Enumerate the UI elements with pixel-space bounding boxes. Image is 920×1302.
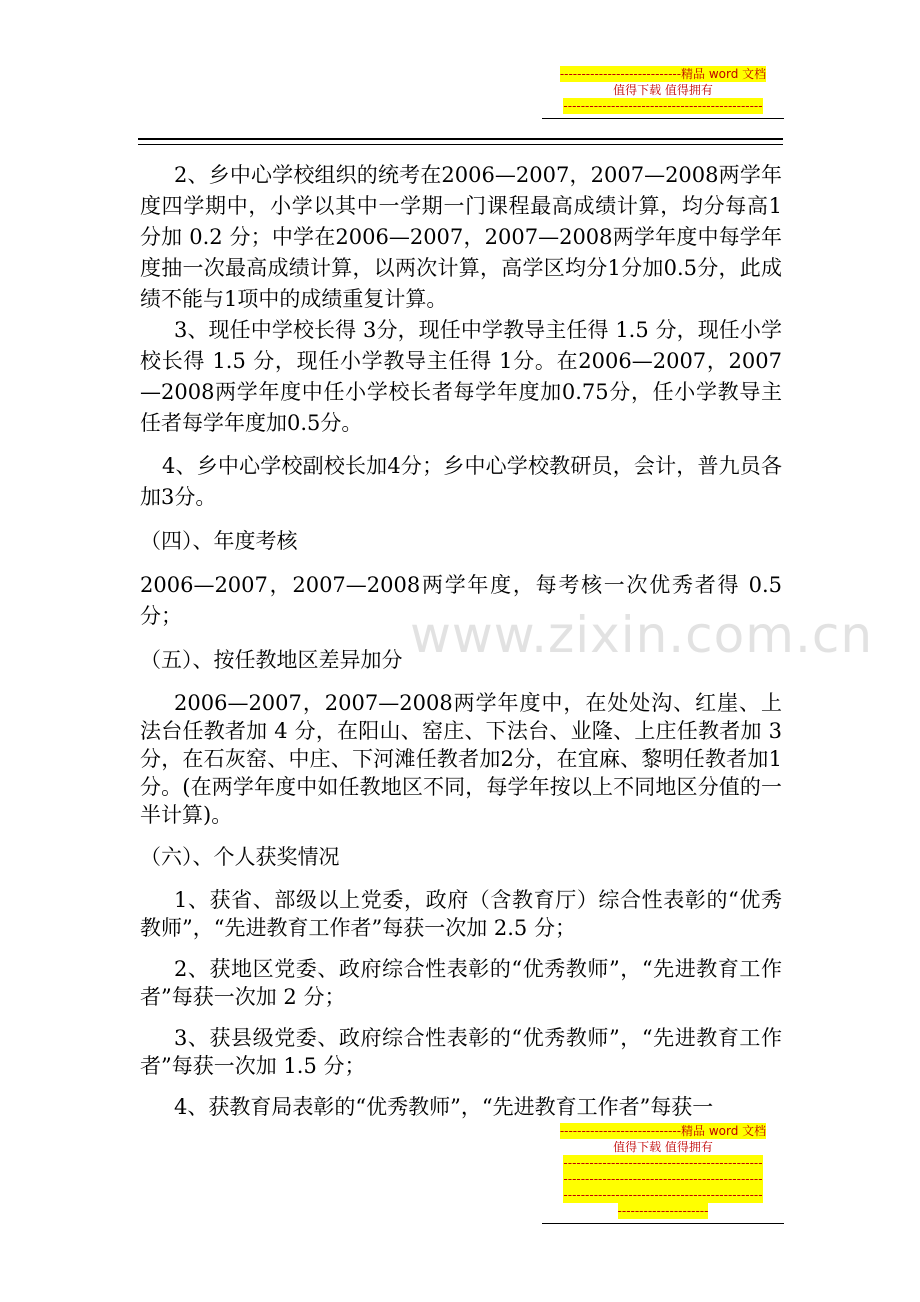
paragraph-item-2: 2、乡中心学校组织的统考在2006—2007，2007—2008两学年度四学期中，小学以其中一学期一门课程最高成绩计算，均分每高1分加 0.2 分；中学在2006—2007，2007—2008两学年度中每学年度抽一次最高成绩计算，以两次计算，高学区均分1分加0.5分，此成绩不能与1项中的成绩重复计算。 xyxy=(140,163,782,311)
header-double-rule xyxy=(138,138,783,145)
paragraph-annual-review: 2006—2007，2007—2008两学年度，每考核一次优秀者得 0.5分； xyxy=(140,573,782,628)
footer-banner-dashes-1: ---------------------------------------------- xyxy=(563,1156,763,1170)
footer-banner-dashes-4: --------------------- xyxy=(617,1204,709,1218)
paragraph-region-bonus: 2006—2007，2007—2008两学年度中，在处处沟、红崖、上法台任教者加 4 分，在阳山、窑庄、下法台、业隆、上庄任教者加 3 分，在石灰窑、中庄、下河滩任教者加2分，在宜麻、黎明任教者加1分。(在两学年度中如任教地区不同，每学年按以上不同地区分值的一半计算)。 xyxy=(140,691,782,827)
paragraph-award-2: 2、获地区党委、政府综合性表彰的“优秀教师”，“先进教育工作者”每获一次加 2 分； xyxy=(140,957,782,1009)
footer-banner-subtitle: 值得下载 值得拥有 xyxy=(613,1140,713,1154)
document-body xyxy=(140,160,782,1121)
header-banner xyxy=(542,66,784,114)
section-heading-4: （四）、年度考核 xyxy=(140,529,298,553)
banner-title: ----------------------------精品 word 文档 xyxy=(559,67,767,81)
paragraph-award-4: 4、获教育局表彰的“优秀教师”，“先进教育工作者”每获一 xyxy=(174,1095,714,1119)
banner-subtitle: 值得下载 值得拥有 xyxy=(613,83,713,97)
footer-banner-title: ----------------------------精品 word 文档 xyxy=(559,1124,767,1138)
section-heading-5: （五）、按任教地区差异加分 xyxy=(140,648,403,672)
banner-dashes: ---------------------------------------------- xyxy=(563,99,763,113)
paragraph-item-4: 4、乡中心学校副校长加4分；乡中心学校教研员，会计，普九员各加3分。 xyxy=(140,454,782,509)
paragraph-award-1: 1、获省、部级以上党委，政府（含教育厅）综合性表彰的“优秀教师”，“先进教育工作者”每获一次加 2.5 分； xyxy=(140,888,782,940)
footer-banner-dashes-3: ---------------------------------------------- xyxy=(563,1188,763,1202)
paragraph-award-3: 3、获县级党委、政府综合性表彰的“优秀教师”，“先进教育工作者”每获一次加 1.5 分； xyxy=(140,1026,782,1078)
section-heading-6: （六）、个人获奖情况 xyxy=(140,845,340,869)
banner-underline xyxy=(542,118,784,119)
footer-banner xyxy=(542,1123,784,1219)
footer-banner-dashes-2: ---------------------------------------------- xyxy=(563,1172,763,1186)
paragraph-item-3: 3、现任中学校长得 3分，现任中学教导主任得 1.5 分，现任小学校长得 1.5 分，现任小学教导主任得 1分。在2006—2007，2007—2008两学年度中任小学校长者每学年度加0.75分，任小学教导主任者每学年度加0.5分。 xyxy=(140,318,782,435)
footer-banner-underline xyxy=(542,1223,784,1224)
watermark: www.zixin.com.cn xyxy=(410,606,874,664)
